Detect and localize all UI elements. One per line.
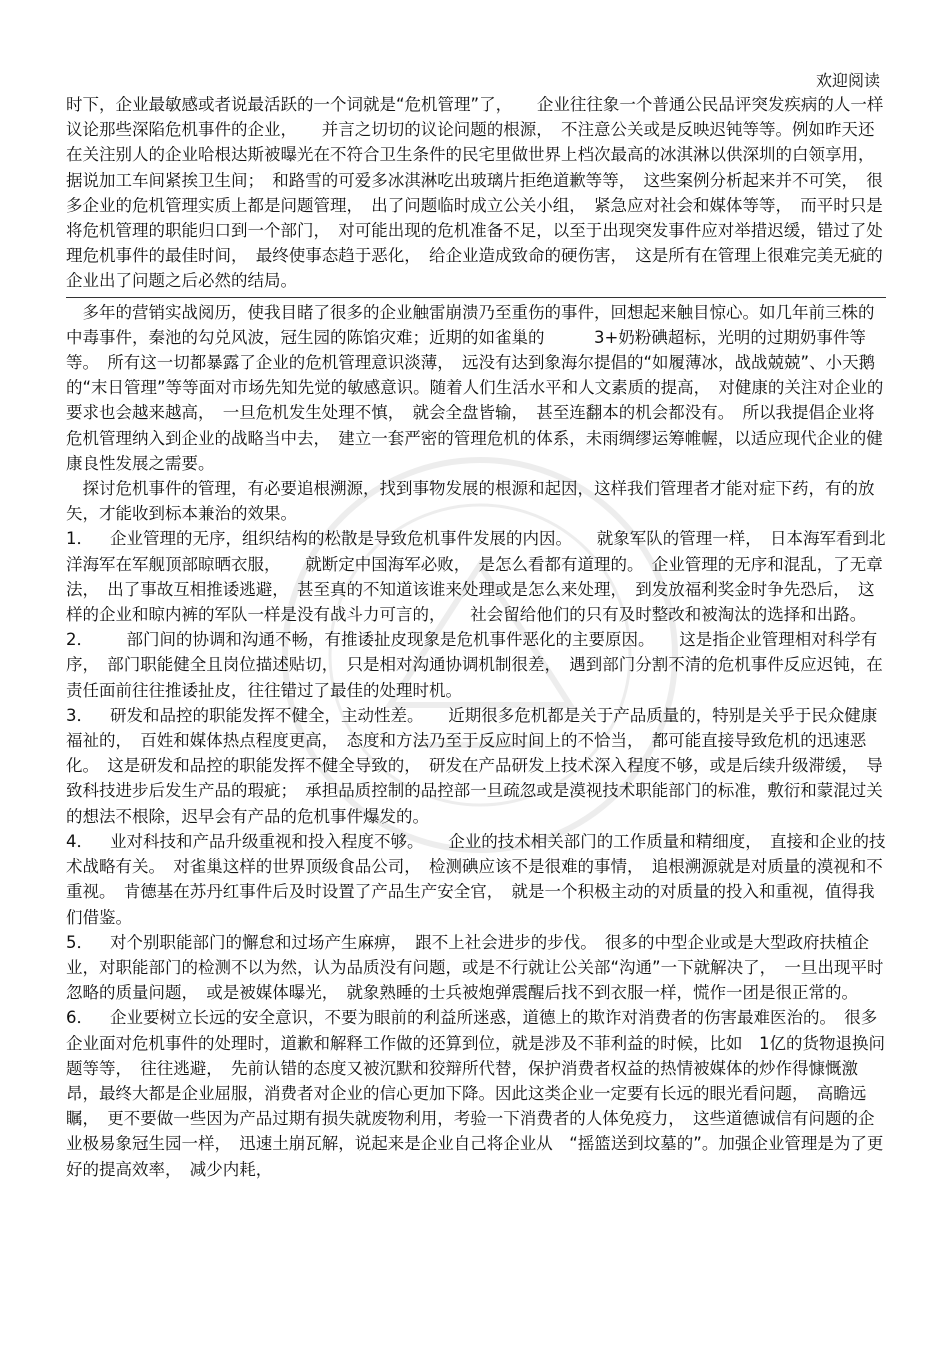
point-text: 部门间的协调和沟通不畅，有推诿扯皮现象是危机事件恶化的主要原因。 这是指企业管理相对科学有序， 部门职能健全且岗位描述贴切， 只是相对沟通协调机制很差， 遇到部门分割不清的危机事件反应迟钝，在责任面前往往推诿扯皮，往往错过了最佳的处理时机。 xyxy=(66,630,883,700)
point-text: 企业要树立长远的安全意识，不要为眼前的利益所迷惑，道德上的欺诈对消费者的伤害最难医治的。 很多企业面对危机事件的处理时，道歉和解释工作做的还算到位，就是涉及不菲利益的时候，比如 1亿的货物退换问题等等， 往往逃避， 先前认错的态度又被沉默和狡辩所代替，保护消费者权益的热情被媒体的炒作得慷慨激昂，最终大都是企业屈服，消费者对企业的信心更加下降。因此这类企业一定要有长远的眼光看问题， 高瞻远瞩， 更不要做一些因为产品过期有损失就废物利用，考验一下消费者的人体免疫力， 这些道德诚信有问题的企业极易象冠生园一样， 迅速土崩瓦解，说起来是企业自己将企业从 “摇篮送到坟墓的”。加强企业管理是为了更好的提高效率， 减少内耗， xyxy=(66,1008,885,1179)
point-item xyxy=(66,1005,886,1181)
point-item xyxy=(66,627,886,703)
point-item xyxy=(66,930,886,1006)
root-cause-paragraph: 探讨危机事件的管理，有必要追根溯源，找到事物发展的根源和起因，这样我们管理者才能对症下药，有的放矢，才能收到标本兼治的效果。 xyxy=(66,479,875,524)
point-number: 6． xyxy=(66,1008,93,1028)
intro-paragraph: 时下，企业最敏感或者说最活跃的一个词就是“危机管理”了， 企业往往象一个普通公民品评突发疾病的人一样议论那些深陷危机事件的企业， 并言之切切的议论问题的根源， 不注意公关或是反映迟钝等等。例如昨天还在关注别人的企业哈根达斯被曝光在不符合卫生条件的民宅里做世界上档次最高的冰淇淋以供深圳的白领享用， 据说加工车间紧挨卫生间； 和路雪的可爱多冰淇淋吃出玻璃片拒绝道歉等等， 这些案例分析起来并不可笑， 很多企业的危机管理实质上都是问题管理， 出了问题临时成立公关小组， 紧急应对社会和媒体等等， 而平时只是将危机管理的职能归口到一个部门， 对可能出现的危机准备不足，以至于出现突发事件应对举措迟缓，错过了处理危机事件的最佳时间， 最终使事态趋于恶化， 给企业造成致命的硬伤害， 这是所有在管理上很难完美无疵的企业出了问题之后必然的结局。 xyxy=(66,95,884,291)
point-number: 4． xyxy=(66,831,93,851)
point-number: 5． xyxy=(66,932,93,952)
point-text: 企业管理的无序，组织结构的松散是导致危机事件发展的内因。 就象军队的管理一样， 日本海军看到北洋海军在军舰顶部晾晒衣服， 就断定中国海军必败， 是怎么看都有道理的。 企业管理的无序和混乱，了无章法， 出了事故互相推诿逃避， 甚至真的不知道该谁来处理或是怎么来处理， 到发放福利奖金时争先恐后， 这样的企业和晾内裤的军队一样是没有战斗力可言的， 社会留给他们的只有及时整改和被淘汰的选择和出路。 xyxy=(66,529,886,625)
point-item xyxy=(66,526,886,627)
experience-paragraph: 多年的营销实战阅历，使我目睹了很多的企业触雷崩溃乃至重伤的事件，回想起来触目惊心。如几年前三株的中毒事件，秦池的勾兑风波，冠生园的陈馅灾难；近期的如雀巢的 3+奶粉碘超标，光明的过期奶事件等等。 所有这一切都暴露了企业的危机管理意识淡薄， 远没有达到象海尔提倡的“如履薄冰，战战兢兢”、小天鹅的“末日管理”等等面对市场先知先觉的敏感意识。随着人们生活水平和人文素质的提高， 对健康的关注对企业的要求也会越来越高， 一旦危机发生处理不慎， 就会全盘皆输， 甚至连翻本的机会都没有。 所以我提倡企业将危机管理纳入到企业的战略当中去， 建立一套严密的管理危机的体系，未雨绸缪运筹帷幄，以适应现代企业的健康良性发展之需要。 xyxy=(66,302,884,473)
point-text: 研发和品控的职能发挥不健全，主动性差。 近期很多危机都是关于产品质量的，特别是关乎于民众健康福祉的， 百姓和媒体热点程度更高， 态度和方法乃至于反应时间上的不恰当， 都可能直接导致危机的迅速恶化。 这是研发和品控的职能发挥不健全导致的， 研发在产品研发上技术深入程度不够，或是后续升级滞缓， 导致科技进步后发生产品的瑕疵； 承担品质控制的品控部一旦疏忽或是漠视技术职能部门的标准，敷衍和蒙混过关的想法不根除，迟早会有产品的危机事件爆发的。 xyxy=(66,705,883,826)
point-number: 1． xyxy=(66,529,93,549)
point-item xyxy=(66,703,886,829)
header-note: 欢迎阅读 xyxy=(815,71,880,90)
section-divider xyxy=(66,297,886,298)
point-number: 3． xyxy=(66,705,93,725)
point-number: 2． xyxy=(66,630,93,650)
point-text: 对个别职能部门的懈怠和过场产生麻痹， 跟不上社会进步的步伐。 很多的中型企业或是大型政府扶植企业，对职能部门的检测不以为然，认为品质没有问题，或是不行就让公关部“沟通”一下就解决了， 一旦出现平时忽略的质量问题， 或是被媒体曝光， 就象熟睡的士兵被炮弹震醒后找不到衣服一样，慌作一团是很正常的。 xyxy=(66,932,884,1003)
document-body xyxy=(66,92,886,1182)
point-text: 业对科技和产品升级重视和投入程度不够。 企业的技术相关部门的工作质量和精细度， 直接和企业的技术战略有关。 对雀巢这样的世界顶级食品公司， 检测碘应该不是很难的事情， 追根溯源就是对质量的漠视和不重视。 肯德基在苏丹红事件后及时设置了产品生产安全官， 就是一个积极主动的对质量的投入和重视，值得我们借鉴。 xyxy=(66,831,886,927)
point-item xyxy=(66,829,886,930)
